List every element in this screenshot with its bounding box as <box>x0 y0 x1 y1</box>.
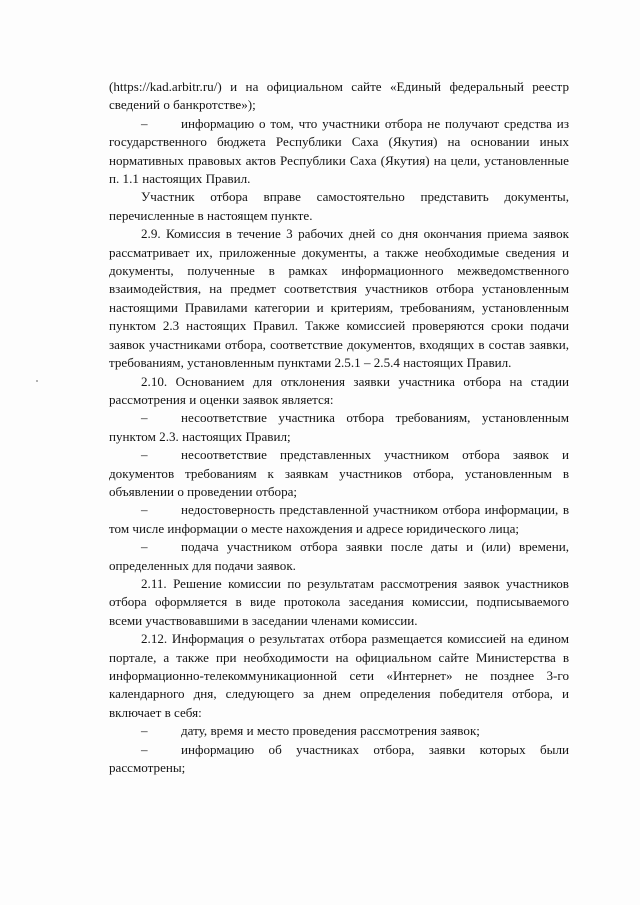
bullet-item <box>109 722 569 740</box>
bullet-item <box>109 538 569 575</box>
dash-marker: – <box>141 410 148 426</box>
bullet-text: несоответствие представленных участником отбора заявок и документов требованиям к заявкам участников отбора, установленным в объявлении о проведении отбора; <box>109 447 569 499</box>
bullet-item <box>109 115 569 189</box>
bullet-text: информацию о том, что участники отбора не получают средства из государственного бюджета Республики Саха (Якутия) на основании иных нормативных правовых актов Республики Саха (Якутия) на цели, установленные п. 1.1 настоящих Правил. <box>109 115 569 187</box>
dash-marker: – <box>141 502 148 518</box>
paragraph-2-10: 2.10. Основанием для отклонения заявки участника отбора на стадии рассмотрения и оценки заявок является: <box>109 373 569 407</box>
bullet-item <box>109 409 569 446</box>
dash-marker: – <box>141 741 148 757</box>
paragraph-2-9: 2.9. Комиссия в течение 3 рабочих дней со дня окончания приема заявок рассматривает их, приложенные документы, а также необходимые сведения и документы, полученные в рамках информационного межведомственного взаимодействия, на предмет соответствия участников отбора установленным настоящими Правилами категории и критериям, требованиям, установленным пунктом 2.3 настоящих Правил. Также комиссией проверяются сроки подачи заявок участниками отбора, соответствие документов, входящих в состав заявки, требованиям, установленным пунктами 2.5.1 – 2.5.4 настоящих Правил. <box>109 226 569 371</box>
document-body <box>109 78 569 777</box>
bullet-text: информацию об участниках отбора, заявки которых были рассмотрены; <box>109 741 569 776</box>
paragraph-2-12: 2.12. Информация о результатах отбора размещается комиссией на едином портале, а также при необходимости на официальном сайте Министерства в информационно-телекоммуникационной сети «Интернет» не позднее 3-го календарного дня, следующего за днем определения победителя отбора, и включает в себя: <box>109 631 569 720</box>
bullet-text: дату, время и место проведения рассмотрения заявок; <box>181 723 480 739</box>
dash-marker: – <box>141 723 148 739</box>
scan-speck <box>36 380 38 382</box>
dash-marker: – <box>141 447 148 463</box>
paragraph-2-11: 2.11. Решение комиссии по результатам рассмотрения заявок участников отбора оформляется в виде протокола заседания комиссии, подписываемого всеми участвовавшими в заседании членами комиссии. <box>109 575 569 628</box>
bullet-text: несоответствие участника отбора требованиям, установленным пунктом 2.3. настоящих Правил; <box>109 410 569 444</box>
bullet-text: подача участником отбора заявки после даты и (или) времени, определенных для подачи заявок. <box>109 539 569 573</box>
paragraph: Участник отбора вправе самостоятельно представить документы, перечисленные в настоящем пункте. <box>109 189 569 223</box>
paragraph-continuation: (https://kad.arbitr.ru/) и на официальном сайте «Единый федеральный реестр сведений о банкротстве»); <box>109 79 569 113</box>
bullet-item <box>109 501 569 538</box>
dash-marker: – <box>141 539 148 555</box>
bullet-item <box>109 446 569 501</box>
bullet-item <box>109 741 569 778</box>
dash-marker: – <box>141 115 148 131</box>
bullet-text: недостоверность представленной участником отбора информации, в том числе информации о месте нахождения и адресе юридического лица; <box>109 502 569 536</box>
